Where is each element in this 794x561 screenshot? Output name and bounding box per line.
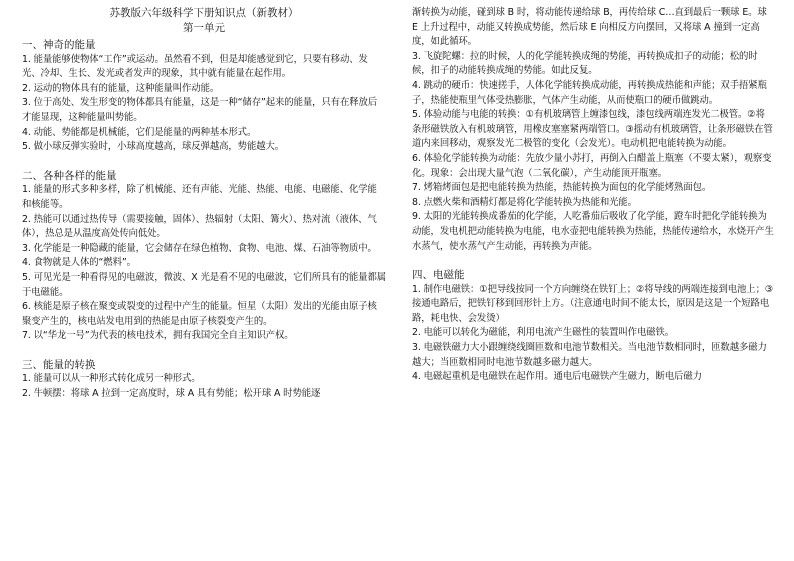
document-title: 苏教版六年级科学下册知识点（新教材）: [109, 7, 299, 19]
section-heading-4: 四、电磁能: [412, 269, 465, 282]
spacer: [22, 344, 386, 358]
paragraph: 2. 电能可以转化为磁能，利用电流产生磁性的装置叫作电磁铁。: [412, 327, 675, 339]
left-column: [22, 6, 386, 402]
paragraph: 6. 体验化学能转换为动能：先放少量小苏打，再倒入白醋盖上瓶塞（不要太紧），观察变化。现象：会出现大量气泡（二氧化碳），产生动能顶开瓶塞。: [412, 152, 772, 179]
section-heading-2: 二、各种各样的能量: [22, 169, 117, 182]
paragraph: 2. 运动的物体具有的能量，这种能量叫作动能。: [22, 82, 220, 94]
paragraph: 4. 食物就是人体的“燃料”。: [22, 257, 136, 269]
paragraph: 3. 位于高处、发生形变的物体都具有能量，这是一种“储存”起来的能量，只有在释放后才能显现，这种能量叫势能。: [22, 97, 378, 123]
unit-heading: 第一单元: [183, 22, 225, 34]
paragraph: 1. 能量可以从一种形式转化成另一种形式。: [22, 373, 201, 385]
paragraph: 5. 做小球反弹实验时，小球高度越高，球反弹越高，势能越大。: [22, 141, 285, 153]
paragraph: 8. 点燃火柴和酒精灯都是将化学能转换为热能和光能。: [412, 196, 637, 208]
section-heading-3: 三、能量的转换: [22, 358, 96, 371]
paragraph: 6. 核能是原子核在聚变或裂变的过程中产生的能量。恒星（太阳）发出的光能由原子核聚变产生的，核电站发电用到的热能是由原子核裂变产生的。: [22, 301, 377, 327]
paragraph: 1. 制作电磁铁：①把导线按同一个方向缠绕在铁钉上；②将导线的两端连接到电池上；③接通电路后，把铁钉移到回形针上方。（注意通电时间不能太长，原因是这是一个短路电路，耗电快、会发烫）: [412, 283, 774, 324]
paragraph: 4. 跳动的硬币：快速搓手，人体化学能转换成动能，再转换成热能和声能；双手捂紧瓶子，热能使瓶里气体受热膨胀，气体产生动能，从而使瓶口的硬币做跳动。: [412, 79, 767, 106]
paragraph: 渐转换为动能，碰到球 B 时，将动能传递给球 B，再传给球 C…直到最后一颗球 E。球 E 上升过程中，动能又转换成势能，然后球 E 向相反方向摆回，又将球 A 撞到一定高度，如此循环。: [412, 7, 767, 48]
spacer: [22, 155, 386, 169]
paragraph: 3. 化学能是一种隐藏的能量，它会储存在绿色植物、食物、电池、煤、石油等物质中。: [22, 242, 377, 254]
paragraph: 7. 以“华龙一号”为代表的核电技术，拥有我国完全自主知识产权。: [22, 330, 294, 342]
paragraph: 7. 烤箱烤面包是把电能转换为热能，热能转换为面包的化学能烤熟面包。: [412, 182, 712, 194]
paragraph: 5. 可见光是一种看得见的电磁波，微波、X 光是看不见的电磁波，它们所具有的能量都属于电磁能。: [22, 271, 387, 298]
paragraph: 3. 飞旋陀螺：拉的时候，人的化学能转换成绳的势能，再转换成扣子的动能；松的时候，扣子的动能转换成绳的势能。如此反复。: [412, 50, 758, 77]
paragraph: 9. 太阳的光能转换成番茄的化学能，人吃番茄后吸收了化学能，蹬车时把化学能转换为动能，发电机把动能转换为电能，电水壶把电能转换为热能，热能传递给水，水烧开产生水蒸气，使水蒸气产生动能，再转换为声能。: [412, 211, 774, 252]
right-column: [412, 6, 774, 385]
paragraph: 3. 电磁铁磁力大小跟缠绕线圈匝数和电池节数相关。当电池节数相同时，匝数越多磁力越大；当匝数相同时电池节数越多磁力越大。: [412, 342, 767, 368]
paragraph: 2. 牛顿摆：将球 A 拉到一定高度时，球 A 具有势能；松开球 A 时势能逐: [22, 388, 321, 400]
spacer: [412, 254, 774, 268]
paragraph: 4. 动能、势能都是机械能，它们是能量的两种基本形式。: [22, 126, 257, 138]
paragraph: 4. 电磁起重机是电磁铁在起作用。通电后电磁铁产生磁力，断电后磁力: [412, 371, 702, 383]
section-heading-1: 一、神奇的能量: [22, 39, 96, 51]
paragraph: 1. 能量的形式多种多样，除了机械能、还有声能、光能、热能、电能、电磁能、化学能和核能等。: [22, 184, 377, 210]
paragraph: 5. 体验动能与电能的转换：①有机玻璃管上缠漆包线，漆包线两端连发光二极管。②将条形磁铁放入有机玻璃管，用橡皮塞塞紧两端管口。③摇动有机玻璃管，让条形磁铁在管道内来回移动，观察发光二极管的变化（会发光）。电动机把电能转换为动能。: [412, 109, 773, 150]
paragraph: 2. 热能可以通过热传导（需要接触，固体）、热辐射（太阳、篝火）、热对流（液体、气体），热总是从温度高处传向低处。: [22, 213, 377, 240]
paragraph: 1. 能量能够使物体“工作”或运动。虽然看不到，但是却能感觉到它，只要有移动、发光、冷却、生长、发光或者发声的现象，其中就有能量在起作用。: [22, 53, 368, 80]
